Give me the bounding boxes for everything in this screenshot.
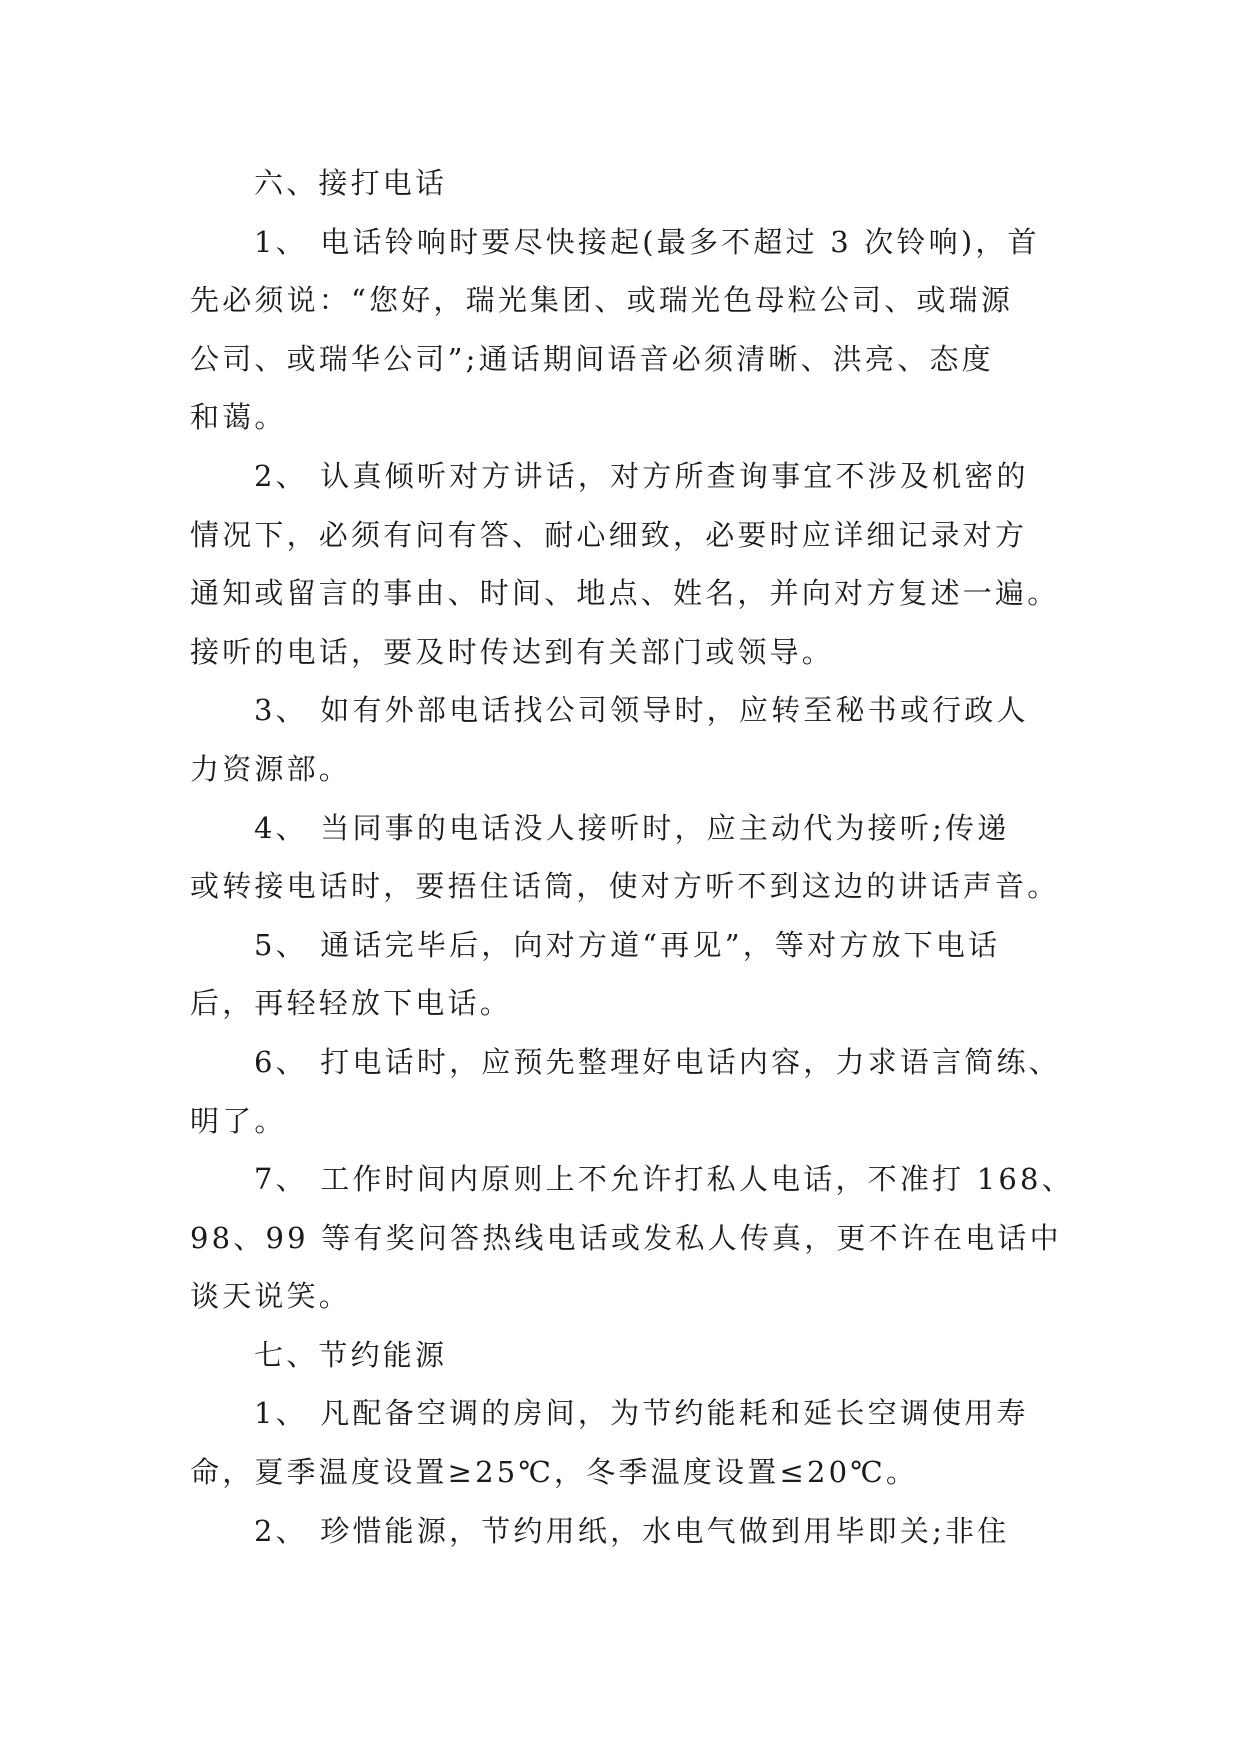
document-body: [190, 154, 1074, 1560]
text-line: 力资源部。: [190, 751, 352, 786]
text-line: 1、 电话铃响时要尽快接起(最多不超过 3 次铃响)，首: [254, 224, 1040, 259]
text-line: 命，夏季温度设置≥25℃，冬季温度设置≤20℃。: [190, 1455, 919, 1490]
text-line: 98、99 等有奖问答热线电话或发私人传真，更不许在电话中: [190, 1220, 1062, 1255]
text-line: 先必须说：“您好，瑞光集团、或瑞光色母粒公司、或瑞源: [190, 283, 1014, 318]
text-line: 6、 打电话时，应预先整理好电话内容，力求语言简练、: [254, 1044, 1061, 1079]
text-line: 4、 当同事的电话没人接听时，应主动代为接听;传递: [254, 810, 1010, 845]
text-line: 后，再轻轻放下电话。: [190, 986, 513, 1021]
text-line: 2、 认真倾听对方讲话，对方所查询事宜不涉及机密的: [254, 458, 1029, 493]
text-line: 接听的电话，要及时传达到有关部门或领导。: [190, 634, 835, 669]
text-line: 六、接打电话: [254, 166, 448, 200]
text-line: 或转接电话时，要捂住话筒，使对方听不到这边的讲话声音。: [190, 869, 1060, 904]
text-line: 和蔼。: [190, 400, 287, 435]
text-line: 1、 凡配备空调的房间，为节约能耗和延长空调使用寿: [254, 1396, 1029, 1431]
text-line: 情况下，必须有问有答、耐心细致，必要时应详细记录对方: [190, 517, 1028, 552]
text-line: 公司、或瑞华公司”;通话期间语音必须清晰、洪亮、态度: [190, 341, 994, 376]
text-line: 通知或留言的事由、时间、地点、姓名，并向对方复述一遍。: [190, 576, 1060, 611]
text-line: 2、 珍惜能源，节约用纸，水电气做到用毕即关;非住: [254, 1513, 1010, 1548]
text-line: 3、 如有外部电话找公司领导时，应转至秘书或行政人: [254, 693, 1029, 728]
text-line: 七、节约能源: [254, 1337, 448, 1372]
text-line: 5、 通话完毕后，向对方道“再见”，等对方放下电话: [254, 927, 1001, 962]
text-line: 明了。: [190, 1103, 287, 1138]
text-line: 7、 工作时间内原则上不允许打私人电话，不准打 168、: [254, 1162, 1074, 1197]
text-line: 谈天说笑。: [190, 1279, 352, 1314]
